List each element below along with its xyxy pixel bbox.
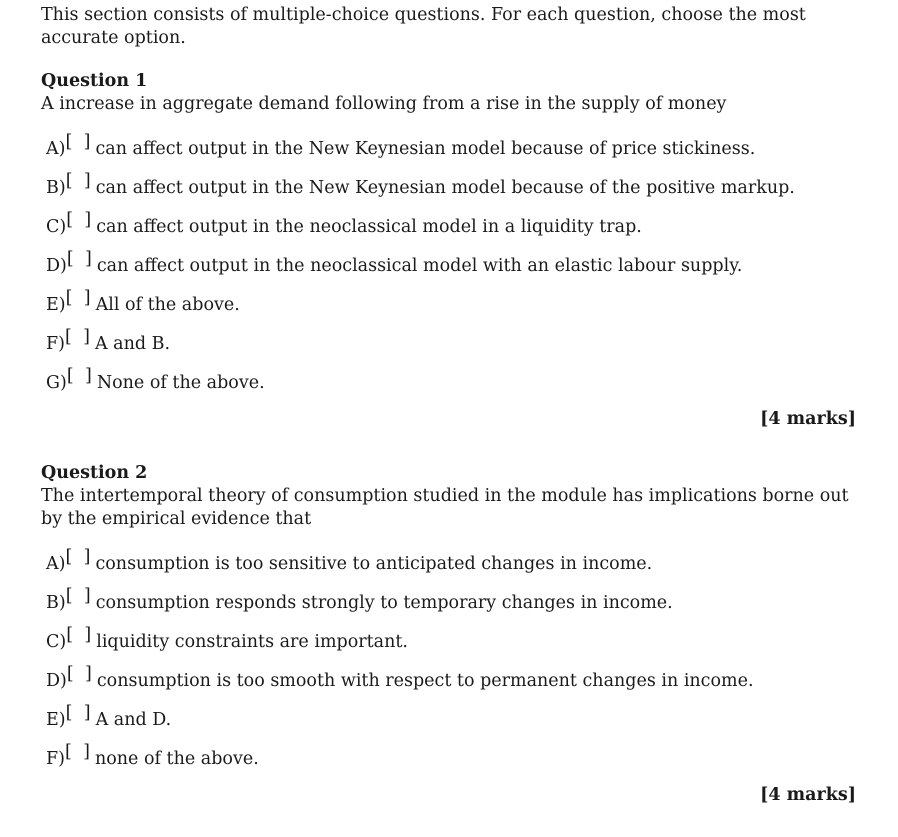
- option-letter: A): [46, 554, 66, 574]
- option-b: [41, 585, 856, 613]
- answer-checkbox[interactable]: [ ]: [65, 171, 91, 191]
- option-letter: A): [46, 139, 66, 159]
- option-f: [41, 326, 856, 354]
- option-text: can affect output in the New Keynesian model because of price stickiness.: [95, 139, 756, 159]
- option-a: [41, 131, 856, 159]
- option-d: [41, 663, 856, 691]
- answer-checkbox[interactable]: [ ]: [65, 703, 91, 723]
- option-letter: B): [46, 178, 66, 198]
- section-intro: This section consists of multiple-choice questions. For each question, choose the most accurate option.: [41, 5, 806, 48]
- option-text: A and D.: [95, 710, 172, 730]
- answer-checkbox[interactable]: [ ]: [66, 625, 92, 645]
- question-heading: Question 2: [41, 463, 148, 483]
- option-letter: B): [46, 593, 66, 613]
- option-text: All of the above.: [95, 295, 240, 315]
- answer-checkbox[interactable]: [ ]: [64, 327, 90, 347]
- option-list: [41, 546, 856, 769]
- option-letter: D): [46, 671, 67, 691]
- option-letter: E): [46, 295, 66, 315]
- option-text: consumption responds strongly to temporary changes in income.: [95, 593, 673, 613]
- answer-checkbox[interactable]: [ ]: [66, 664, 92, 684]
- option-d: [41, 248, 856, 276]
- question-heading: Question 1: [41, 71, 148, 91]
- answer-checkbox[interactable]: [ ]: [64, 742, 90, 762]
- marks-label: [4 marks]: [760, 785, 856, 805]
- option-letter: F): [46, 334, 65, 354]
- option-e: [41, 702, 856, 730]
- option-c: [41, 624, 856, 652]
- answer-checkbox[interactable]: [ ]: [65, 288, 91, 308]
- answer-checkbox[interactable]: [ ]: [65, 586, 91, 606]
- option-a: [41, 546, 856, 574]
- answer-checkbox[interactable]: [ ]: [65, 132, 91, 152]
- answer-checkbox[interactable]: [ ]: [66, 366, 92, 386]
- option-letter: G): [46, 373, 67, 393]
- option-g: [41, 365, 856, 393]
- option-f: [41, 741, 856, 769]
- option-text: None of the above.: [96, 373, 265, 393]
- question-1: [41, 70, 856, 431]
- option-text: consumption is too sensitive to anticipated changes in income.: [95, 554, 653, 574]
- option-letter: C): [46, 217, 67, 237]
- option-letter: C): [46, 632, 67, 652]
- marks-label: [4 marks]: [760, 409, 856, 429]
- option-text: can affect output in the neoclassical model with an elastic labour supply.: [96, 256, 743, 276]
- exam-page: [41, 4, 856, 807]
- option-text: can affect output in the neoclassical model in a liquidity trap.: [96, 217, 642, 237]
- option-b: [41, 170, 856, 198]
- option-letter: F): [46, 749, 65, 769]
- option-text: liquidity constraints are important.: [96, 632, 408, 652]
- answer-checkbox[interactable]: [ ]: [65, 547, 91, 567]
- option-text: none of the above.: [94, 749, 259, 769]
- answer-checkbox[interactable]: [ ]: [66, 210, 92, 230]
- question-stem: The intertemporal theory of consumption studied in the module has implications borne out by the empirical evidence that: [41, 486, 849, 529]
- option-e: [41, 287, 856, 315]
- question-stem: A increase in aggregate demand following from a rise in the supply of money: [41, 94, 727, 114]
- option-letter: E): [46, 710, 66, 730]
- option-text: A and B.: [94, 334, 171, 354]
- option-c: [41, 209, 856, 237]
- option-text: consumption is too smooth with respect to permanent changes in income.: [96, 671, 754, 691]
- option-text: can affect output in the New Keynesian model because of the positive markup.: [95, 178, 795, 198]
- answer-checkbox[interactable]: [ ]: [66, 249, 92, 269]
- question-2: [41, 462, 856, 807]
- option-list: [41, 131, 856, 393]
- option-letter: D): [46, 256, 67, 276]
